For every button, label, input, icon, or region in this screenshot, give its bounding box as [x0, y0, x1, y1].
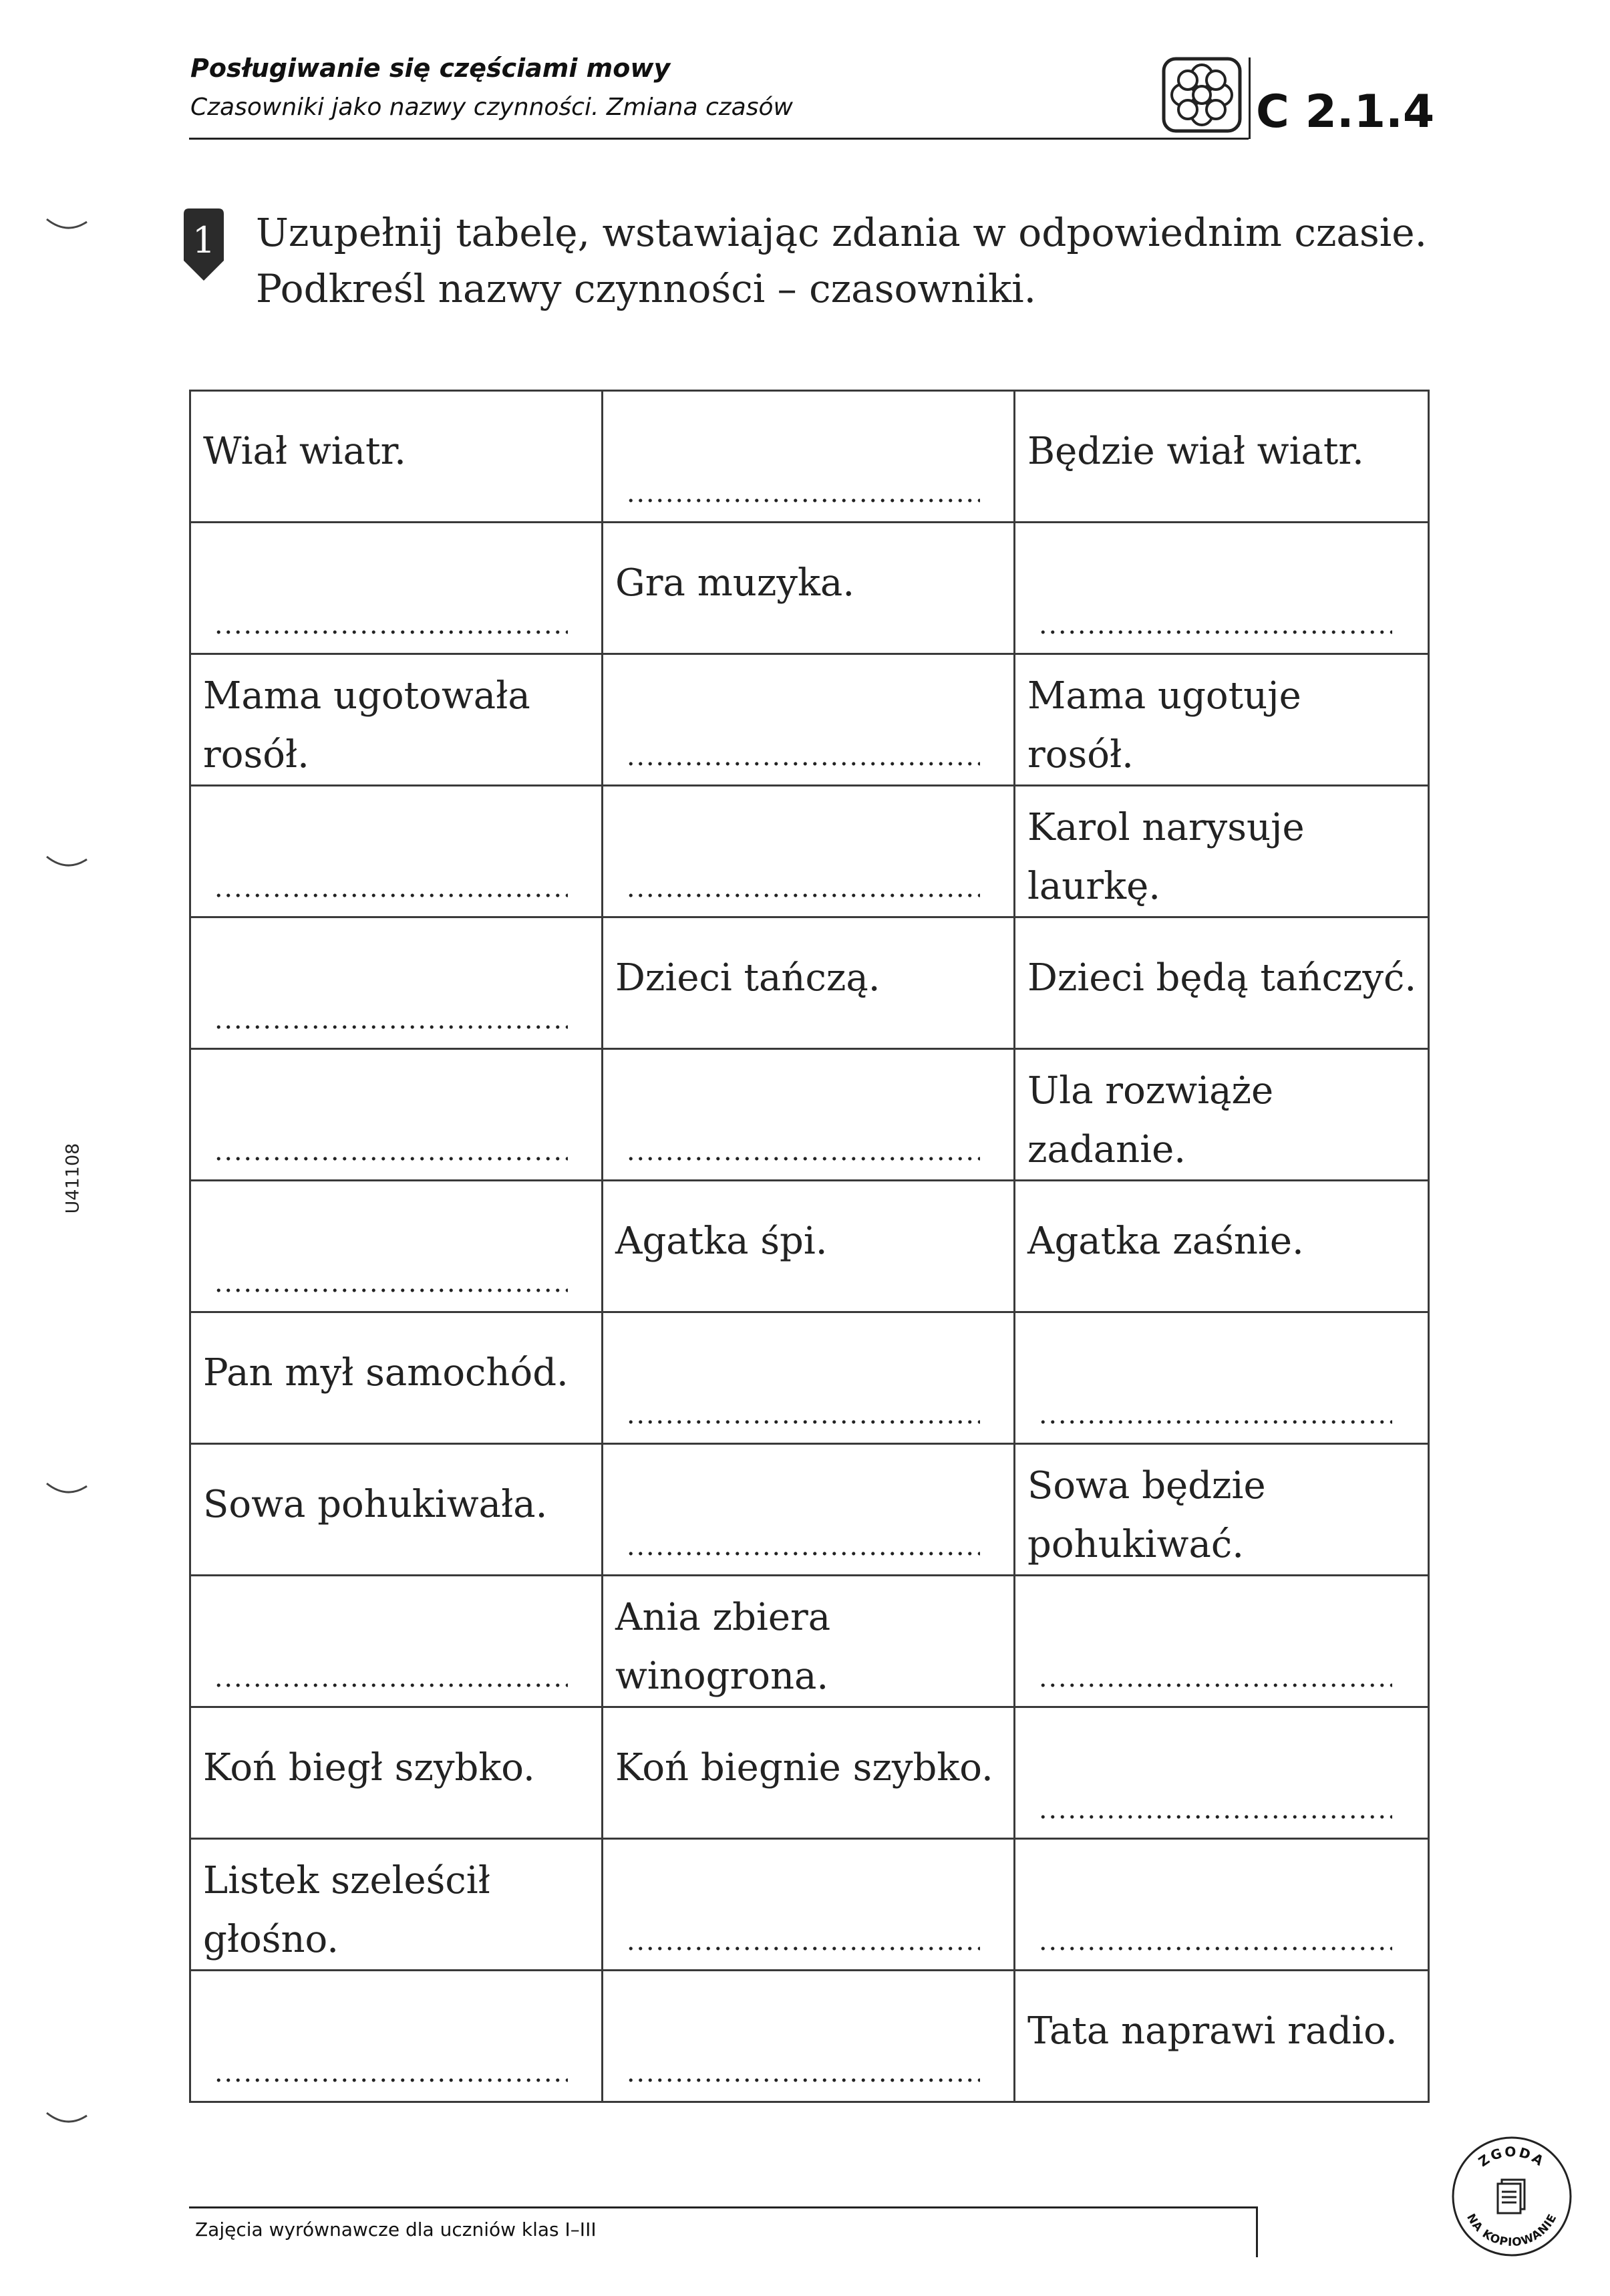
- table-row: [190, 1049, 1429, 1181]
- table-cell[interactable]: [603, 1312, 1015, 1444]
- table-cell[interactable]: [1015, 1707, 1429, 1839]
- header-divider: [189, 138, 1249, 140]
- table-cell: [190, 654, 603, 786]
- table-cell: [1015, 1444, 1429, 1576]
- table-cell[interactable]: [190, 1049, 603, 1181]
- answer-dotted-line[interactable]: [1038, 1945, 1392, 1952]
- svg-text:ZGODA: [1476, 2144, 1549, 2170]
- answer-dotted-line[interactable]: [1038, 1419, 1392, 1425]
- table-row: [190, 523, 1429, 654]
- answer-dotted-line[interactable]: [214, 1155, 568, 1162]
- sentence-text: Agatka śpi.: [615, 1219, 828, 1263]
- table-cell[interactable]: [603, 1971, 1015, 2102]
- answer-dotted-line[interactable]: [626, 1419, 980, 1425]
- sentence-text: Dzieci będą tańczyć.: [1027, 956, 1417, 1000]
- answer-dotted-line[interactable]: [626, 2077, 980, 2084]
- table-cell[interactable]: [603, 786, 1015, 917]
- sentence-text: Sowa będzie pohukiwać.: [1027, 1464, 1266, 1566]
- punch-mark: [44, 853, 90, 873]
- answer-dotted-line[interactable]: [626, 497, 980, 504]
- table-cell: [1015, 1181, 1429, 1312]
- table-cell[interactable]: [190, 1971, 603, 2102]
- table-cell: [190, 391, 603, 523]
- answer-dotted-line[interactable]: [626, 892, 980, 899]
- table-row: [190, 1707, 1429, 1839]
- answer-dotted-line[interactable]: [626, 1155, 980, 1162]
- sentence-text: Koń biegł szybko.: [203, 1746, 535, 1789]
- table-cell[interactable]: [1015, 1312, 1429, 1444]
- table-row: [190, 1971, 1429, 2102]
- table-row: [190, 1576, 1429, 1707]
- answer-dotted-line[interactable]: [626, 1945, 980, 1952]
- stamp-text-bottom: NA KOPIOWANIE: [1464, 2211, 1560, 2250]
- table-cell[interactable]: [1015, 1839, 1429, 1971]
- sentence-text: Sowa pohukiwała.: [203, 1483, 548, 1526]
- table-row: [190, 1839, 1429, 1971]
- table-cell[interactable]: [1015, 1576, 1429, 1707]
- table-cell[interactable]: [603, 1049, 1015, 1181]
- sentence-text: Ania zbiera winogrona.: [615, 1596, 831, 1698]
- table-cell[interactable]: [1015, 523, 1429, 654]
- table-cell: [1015, 786, 1429, 917]
- exercise-code: C 2.1.4: [1256, 86, 1435, 138]
- punch-mark: [44, 2109, 90, 2129]
- table-cell: [190, 1312, 603, 1444]
- table-cell[interactable]: [190, 523, 603, 654]
- answer-dotted-line[interactable]: [1038, 1814, 1392, 1820]
- stamp-text-top: ZGODA: [1475, 2143, 1549, 2170]
- table-cell[interactable]: [603, 1444, 1015, 1576]
- footer-vertical-divider: [1256, 2206, 1258, 2257]
- section-title: Posługiwanie się częściami mowy: [190, 53, 671, 83]
- answer-dotted-line[interactable]: [626, 760, 980, 767]
- side-product-code: U41108: [62, 1143, 84, 1214]
- section-subtitle: Czasowniki jako nazwy czynności. Zmiana czasów: [190, 94, 793, 121]
- sentence-text: Mama ugotowała rosół.: [203, 674, 530, 776]
- footer-divider: [189, 2206, 1258, 2208]
- sentence-text: Karol narysuje laurkę.: [1027, 806, 1305, 908]
- table-cell: [190, 1707, 603, 1839]
- answer-dotted-line[interactable]: [626, 1550, 980, 1557]
- table-cell: [603, 523, 1015, 654]
- table-row: [190, 1181, 1429, 1312]
- sentence-text: Tata naprawi radio.: [1027, 2009, 1398, 2053]
- table-cell: [1015, 654, 1429, 786]
- sentence-text: Mama ugotuje rosół.: [1027, 674, 1301, 776]
- table-cell: [190, 1444, 603, 1576]
- table-cell: [1015, 1971, 1429, 2102]
- answer-dotted-line[interactable]: [214, 1287, 568, 1294]
- answer-dotted-line[interactable]: [214, 1024, 568, 1030]
- table-cell: [1015, 1049, 1429, 1181]
- table-row: [190, 917, 1429, 1049]
- sentence-text: Wiał wiatr.: [203, 430, 406, 473]
- task-number: 1: [192, 219, 216, 261]
- sentence-text: Gra muzyka.: [615, 561, 855, 605]
- sentence-text: Agatka zaśnie.: [1027, 1219, 1304, 1263]
- sentence-text: Pan mył samochód.: [203, 1351, 569, 1395]
- table-row: [190, 786, 1429, 917]
- answer-dotted-line[interactable]: [214, 892, 568, 899]
- table-cell: [1015, 917, 1429, 1049]
- table-cell[interactable]: [190, 1181, 603, 1312]
- answer-dotted-line[interactable]: [1038, 1682, 1392, 1689]
- task-instruction: [256, 204, 1452, 317]
- answer-dotted-line[interactable]: [214, 2077, 568, 2084]
- table-cell[interactable]: [603, 654, 1015, 786]
- table-cell: [190, 1839, 603, 1971]
- footer-text: Zajęcia wyrównawcze dla uczniów klas I–III: [195, 2218, 597, 2241]
- table-cell[interactable]: [190, 917, 603, 1049]
- answer-dotted-line[interactable]: [214, 629, 568, 635]
- sentence-text: Dzieci tańczą.: [615, 956, 880, 1000]
- task-number-badge: [182, 207, 225, 282]
- table-cell[interactable]: [190, 786, 603, 917]
- table-cell: [603, 1181, 1015, 1312]
- table-row: [190, 1444, 1429, 1576]
- sentence-text: Koń biegnie szybko.: [615, 1746, 993, 1789]
- instruction-line-1: Uzupełnij tabelę, wstawiając zdania w odpowiednim czasie.: [256, 210, 1428, 255]
- flower-icon: [1161, 56, 1243, 134]
- table-row: [190, 654, 1429, 786]
- answer-dotted-line[interactable]: [1038, 629, 1392, 635]
- copy-document-icon: [1498, 2180, 1524, 2213]
- table-cell: [1015, 391, 1429, 523]
- punch-mark: [44, 215, 90, 235]
- punch-mark: [44, 1479, 90, 1499]
- table-row: [190, 391, 1429, 523]
- table-row: [190, 1312, 1429, 1444]
- table-cell[interactable]: [190, 1576, 603, 1707]
- sentence-text: Będzie wiał wiatr.: [1027, 430, 1364, 473]
- header-vertical-divider: [1249, 57, 1251, 139]
- table-cell: [603, 1576, 1015, 1707]
- table-cell: [603, 917, 1015, 1049]
- table-cell[interactable]: [603, 391, 1015, 523]
- answer-dotted-line[interactable]: [214, 1682, 568, 1689]
- instruction-line-2: Podkreśl nazwy czynności – czasowniki.: [256, 266, 1037, 311]
- tense-table: [189, 390, 1430, 2103]
- table-cell[interactable]: [603, 1839, 1015, 1971]
- table-cell: [603, 1707, 1015, 1839]
- sentence-text: Ula rozwiąże zadanie.: [1027, 1069, 1274, 1171]
- sentence-text: Listek szeleścił głośno.: [203, 1859, 490, 1961]
- copy-permission-stamp: [1448, 2133, 1575, 2260]
